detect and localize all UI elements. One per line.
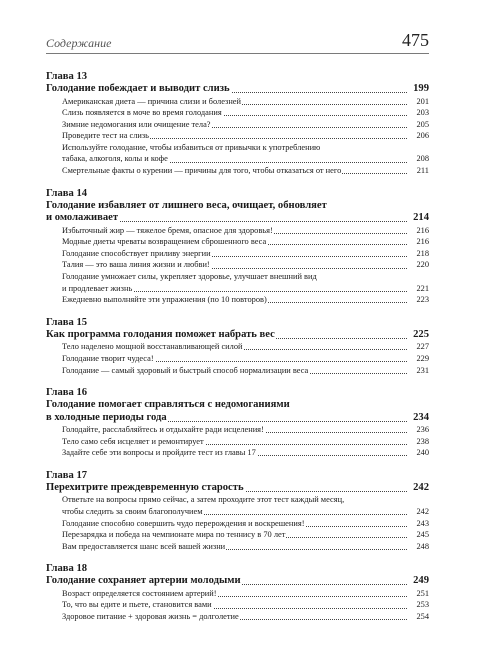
- toc-page-number: 214: [413, 212, 429, 224]
- toc-entry[interactable]: [46, 142, 429, 165]
- toc-entry[interactable]: [46, 529, 429, 541]
- entry-text-line: Голодание способно совершить чудо перерождения и воскрешения!: [62, 518, 305, 528]
- toc-entry[interactable]: [46, 130, 429, 142]
- toc-page-number: 243: [416, 518, 429, 528]
- entry-text-line: табака, алкоголя, колы и кофе: [62, 154, 168, 164]
- toc-entry[interactable]: [46, 447, 429, 459]
- running-title: Содержание: [46, 36, 112, 50]
- toc-page-number: 201: [416, 96, 429, 106]
- toc-page-number: 203: [416, 108, 429, 118]
- entry-text-line: Смертельные факты о курении — причины для того, чтобы отказаться от него: [62, 166, 342, 176]
- toc-page-number: 220: [416, 260, 429, 270]
- toc-entry[interactable]: [46, 294, 429, 306]
- chapter-title[interactable]: [46, 399, 429, 424]
- entry-text-line: Вам предоставляется шанс всей вашей жизни: [62, 541, 226, 551]
- chapter-section: [46, 562, 429, 622]
- entry-text-line: Голодание умножает силы, укрепляет здоровье, улучшает внешний вид: [62, 272, 317, 282]
- toc-page-number: 221: [416, 283, 429, 293]
- toc-entry[interactable]: [46, 588, 429, 600]
- toc-page-number: 199: [413, 83, 429, 94]
- toc-entry[interactable]: [46, 494, 429, 517]
- chapter-title-line: в холодные периоды года: [46, 411, 167, 423]
- toc-entry[interactable]: [46, 225, 429, 237]
- entry-text-line: Голодание — самый здоровый и быстрый способ нормализации веса: [62, 365, 309, 375]
- toc-page-number: 242: [416, 506, 429, 516]
- chapter-label: Глава 17: [46, 469, 88, 481]
- entry-text-line: Тело само себя исцеляет и ремонтирует: [62, 436, 204, 446]
- entry-text-line: Талия — это ваша линия жизни и любви!: [62, 260, 210, 270]
- toc-page-number: 245: [416, 530, 429, 540]
- toc-page-number: 218: [416, 248, 429, 258]
- chapter-section: [46, 70, 429, 177]
- toc-page-number: 223: [416, 295, 429, 305]
- toc-page-number: 216: [416, 237, 429, 247]
- toc-entry[interactable]: [46, 119, 429, 131]
- toc-page-number: 205: [416, 119, 429, 129]
- entry-text-line: Проведите тест на слизь: [62, 131, 150, 141]
- chapter-label: Глава 16: [46, 387, 88, 399]
- toc-page-number: 208: [416, 154, 429, 164]
- page-header: [46, 30, 429, 52]
- toc-page-number: 248: [416, 541, 429, 551]
- chapter-label: Глава 18: [46, 563, 88, 575]
- toc-page-number: 216: [416, 225, 429, 235]
- entry-text-line: Используйте голодание, чтобы избавиться от привычки к употреблению: [62, 142, 321, 152]
- toc-page-number: 238: [416, 436, 429, 446]
- entry-text-line: Голодайте, расслабляйтесь и отдыхайте ради исцеления!: [62, 425, 264, 435]
- entry-text-line: чтобы следить за своим благополучием: [62, 506, 203, 516]
- entry-text-line: То, что вы едите и пьете, становится вами: [62, 600, 212, 610]
- chapter-title-line: Как программа голодания поможет набрать вес: [46, 328, 275, 340]
- toc-page-number: 225: [413, 328, 429, 340]
- table-of-contents: [46, 70, 429, 633]
- entry-text-line: Возраст определяется состоянием артерий!: [62, 588, 217, 598]
- toc-entry[interactable]: [46, 259, 429, 271]
- toc-entry[interactable]: [46, 248, 429, 260]
- entry-text-line: Американская диета — причина слизи и болезней: [62, 96, 242, 106]
- toc-entry[interactable]: [46, 165, 429, 177]
- chapter-label: Глава 14: [46, 187, 88, 199]
- entry-text-line: Задайте себе эти вопросы и пройдите тест из главы 17: [62, 448, 256, 458]
- toc-entry[interactable]: [46, 96, 429, 108]
- entry-text-line: Здоровое питание + здоровая жизнь = долголетие: [62, 612, 239, 622]
- entry-text-line: Ежедневно выполняйте эти упражнения (по 10 повторов): [62, 295, 267, 305]
- chapter-section: [46, 386, 429, 459]
- toc-entry[interactable]: [46, 599, 429, 611]
- header-divider: [46, 53, 429, 54]
- toc-page-number: 227: [416, 342, 429, 352]
- chapter-section: [46, 469, 429, 552]
- entry-text-line: Избыточный жир — тяжелое бремя, опасное для здоровья!: [62, 225, 273, 235]
- toc-page-number: 206: [416, 131, 429, 141]
- toc-page-number: 231: [416, 365, 429, 375]
- entry-text-line: Слизь появляется в моче во время голодания: [62, 108, 222, 118]
- toc-page-number: 253: [416, 600, 429, 610]
- chapter-title[interactable]: [46, 482, 429, 495]
- chapter-title[interactable]: [46, 200, 429, 225]
- toc-page-number: 211: [416, 166, 429, 176]
- toc-entry[interactable]: [46, 365, 429, 377]
- toc-page-number: 236: [416, 425, 429, 435]
- entry-text-line: и продлевает жизнь: [62, 283, 133, 293]
- chapter-label: Глава 15: [46, 316, 88, 328]
- chapter-title-line: Голодание побеждает и выводит слизь: [46, 83, 230, 94]
- toc-page-number: 240: [416, 448, 429, 458]
- toc-entry[interactable]: [46, 353, 429, 365]
- toc-page-number: 242: [413, 481, 429, 493]
- chapter-title-line: Голодание сохраняет артерии молодыми: [46, 575, 241, 587]
- toc-page-number: 229: [416, 353, 429, 363]
- entry-text-line: Голодание способствует приливу энергии: [62, 248, 211, 258]
- toc-page-number: 251: [416, 588, 429, 598]
- entry-text-line: Модные диеты чреваты возвращением сброшенного веса: [62, 237, 267, 247]
- chapter-title[interactable]: [46, 83, 429, 96]
- chapter-section: [46, 316, 429, 376]
- toc-entry[interactable]: [46, 436, 429, 448]
- toc-entry[interactable]: [46, 424, 429, 436]
- chapter-title-line: Голодание избавляет от лишнего веса, очищает, обновляет: [46, 199, 327, 211]
- page-number: 475: [402, 30, 429, 50]
- toc-page-number: 234: [413, 411, 429, 423]
- entry-text-line: Тело наделено мощной восстанавливающей силой: [62, 342, 243, 352]
- chapter-title[interactable]: [46, 575, 429, 588]
- entry-text-line: Ответьте на вопросы прямо сейчас, а затем проходите этот тест каждый месяц,: [62, 495, 345, 505]
- chapter-title-line: и омолаживает: [46, 212, 119, 224]
- toc-entry[interactable]: [46, 611, 429, 623]
- toc-entry[interactable]: [46, 236, 429, 248]
- toc-page-number: 254: [416, 612, 429, 622]
- toc-entry[interactable]: [46, 541, 429, 553]
- toc-entry[interactable]: [46, 518, 429, 530]
- chapter-section: [46, 187, 429, 306]
- entry-text-line: Зимние недомогания или очищение тела?: [62, 119, 211, 129]
- chapter-label: Глава 13: [46, 71, 88, 82]
- toc-page-number: 249: [413, 575, 429, 587]
- chapter-title-line: Голодание помогает справляться с недомоганиями: [46, 399, 290, 411]
- toc-entry[interactable]: [46, 341, 429, 353]
- chapter-title[interactable]: [46, 329, 429, 342]
- chapter-title-line: Перехитрите преждевременную старость: [46, 481, 244, 493]
- toc-entry[interactable]: [46, 271, 429, 294]
- entry-text-line: Голодание творит чудеса!: [62, 353, 154, 363]
- toc-entry[interactable]: [46, 107, 429, 119]
- entry-text-line: Перезарядка и победа на чемпионате мира по теннису в 70 лет: [62, 530, 286, 540]
